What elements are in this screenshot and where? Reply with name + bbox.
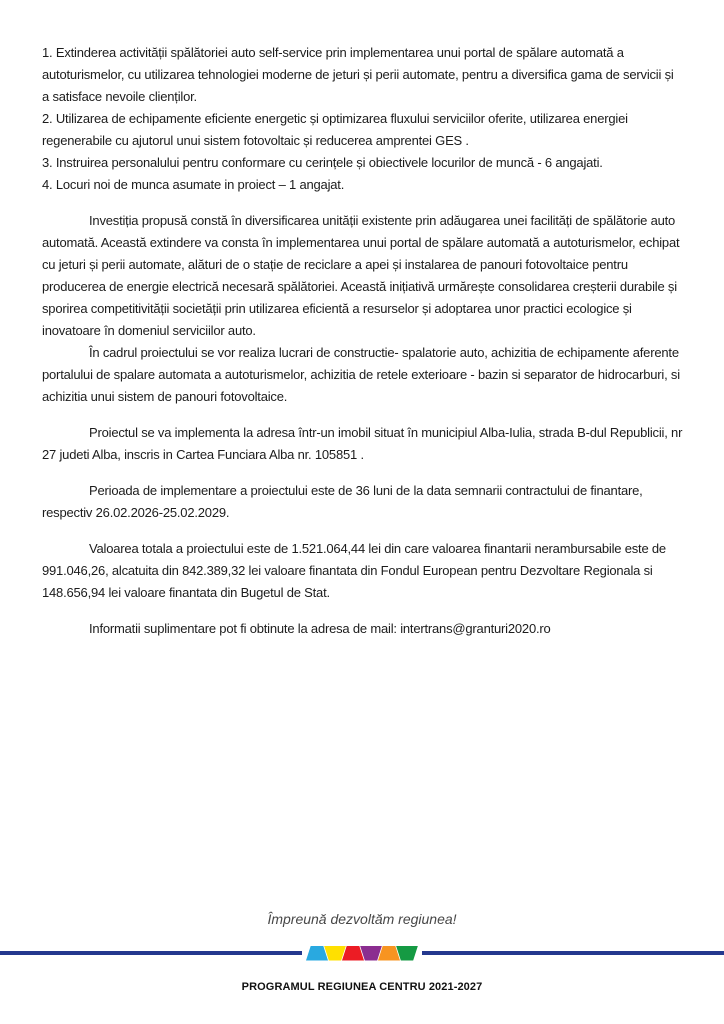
paragraph-investment: Investiția propusă constă în diversificarea unității existente prin adăugarea unei facilități de spălătorie auto automată. Această extindere va consta în implementarea unui portal de spălare automată a autoturismelor, echipat cu jeturi și perii automate, alături de o stație de reciclare a apei și instalarea de panouri fotovoltaice pentru producerea de energie electrică necesară spălătoriei. Această inițiativă urmărește consolidarea creșterii durabile și sporirea competitivității societății prin utilizarea eficientă a resurselor și adoptarea unor practici ecologice și inovatoare în domeniul serviciilor auto.: [42, 213, 680, 338]
slogan: Împreună dezvoltăm regiunea!: [267, 911, 457, 927]
paragraph-period: Perioada de implementare a proiectului este de 36 luni de la data semnarii contractului de finantare, respectiv 26.02.2026-25.02.2029.: [42, 483, 643, 520]
objective-item-3: 3. Instruirea personalului pentru conformare cu cerințele și obiectivele locurilor de muncă - 6 angajati.: [42, 155, 603, 170]
ribbon-trapezoid-blue-icon: [306, 946, 328, 961]
footer-line-left: [0, 951, 302, 955]
footer-divider: [0, 945, 724, 961]
objectives-list: [42, 42, 684, 196]
paragraph-contact: Informatii suplimentare pot fi obtinute la adresa de mail: intertrans@granturi2020.ro: [89, 621, 551, 636]
paragraph-location: Proiectul se va implementa la adresa într-un imobil situat în municipiul Alba-Iulia, strada B-dul Republicii, nr 27 judeti Alba, inscris in Cartea Funciara Alba nr. 105851 .: [42, 425, 683, 462]
ribbon-trapezoid-yellow-icon: [324, 946, 346, 961]
paragraph-works: În cadrul proiectului se vor realiza lucrari de constructie- spalatorie auto, achizitia de echipamente aferente portalului de spalare automata a autoturismelor, achizitia de retele exterioare - bazin si separator de hidrocarburi, si achizitia unui sistem de panouri fotovoltaice.: [42, 345, 680, 404]
program-title: PROGRAMUL REGIUNEA CENTRU 2021-2027: [241, 981, 483, 993]
paragraph-value: Valoarea totala a proiectului este de 1.521.064,44 lei din care valoarea finantarii nerambursabile este de 991.046,26, alcatuita din 842.389,32 lei valoare finantata din Fondul European pentru Dezvoltare Regionala si 148.656,94 lei valoare finantata din Bugetul de Stat.: [42, 541, 666, 600]
ribbon-trapezoid-green-icon: [396, 946, 418, 961]
footer-line-right: [422, 951, 724, 955]
objective-item-2: 2. Utilizarea de echipamente eficiente energetic și optimizarea fluxului serviciilor oferite, utilizarea energiei regenerabile cu ajutorul unui sistem fotovoltaic și reducerea amprentei GES .: [42, 111, 628, 148]
regio-ribbon-logo: [306, 946, 418, 961]
document-body: [42, 42, 684, 654]
ribbon-trapezoid-red-icon: [342, 946, 364, 961]
ribbon-trapezoid-orange-icon: [378, 946, 400, 961]
objective-item-1: 1. Extinderea activității spălătoriei auto self-service prin implementarea unui portal de spălare automată a autoturismelor, cu utilizarea tehnologiei moderne de jeturi și perii automate, pentru a diversifica gama de servicii și a satisface nevoile clienților.: [42, 45, 674, 104]
ribbon-trapezoid-purple-icon: [360, 946, 382, 961]
objective-item-4: 4. Locuri noi de munca asumate in proiect – 1 angajat.: [42, 177, 345, 192]
